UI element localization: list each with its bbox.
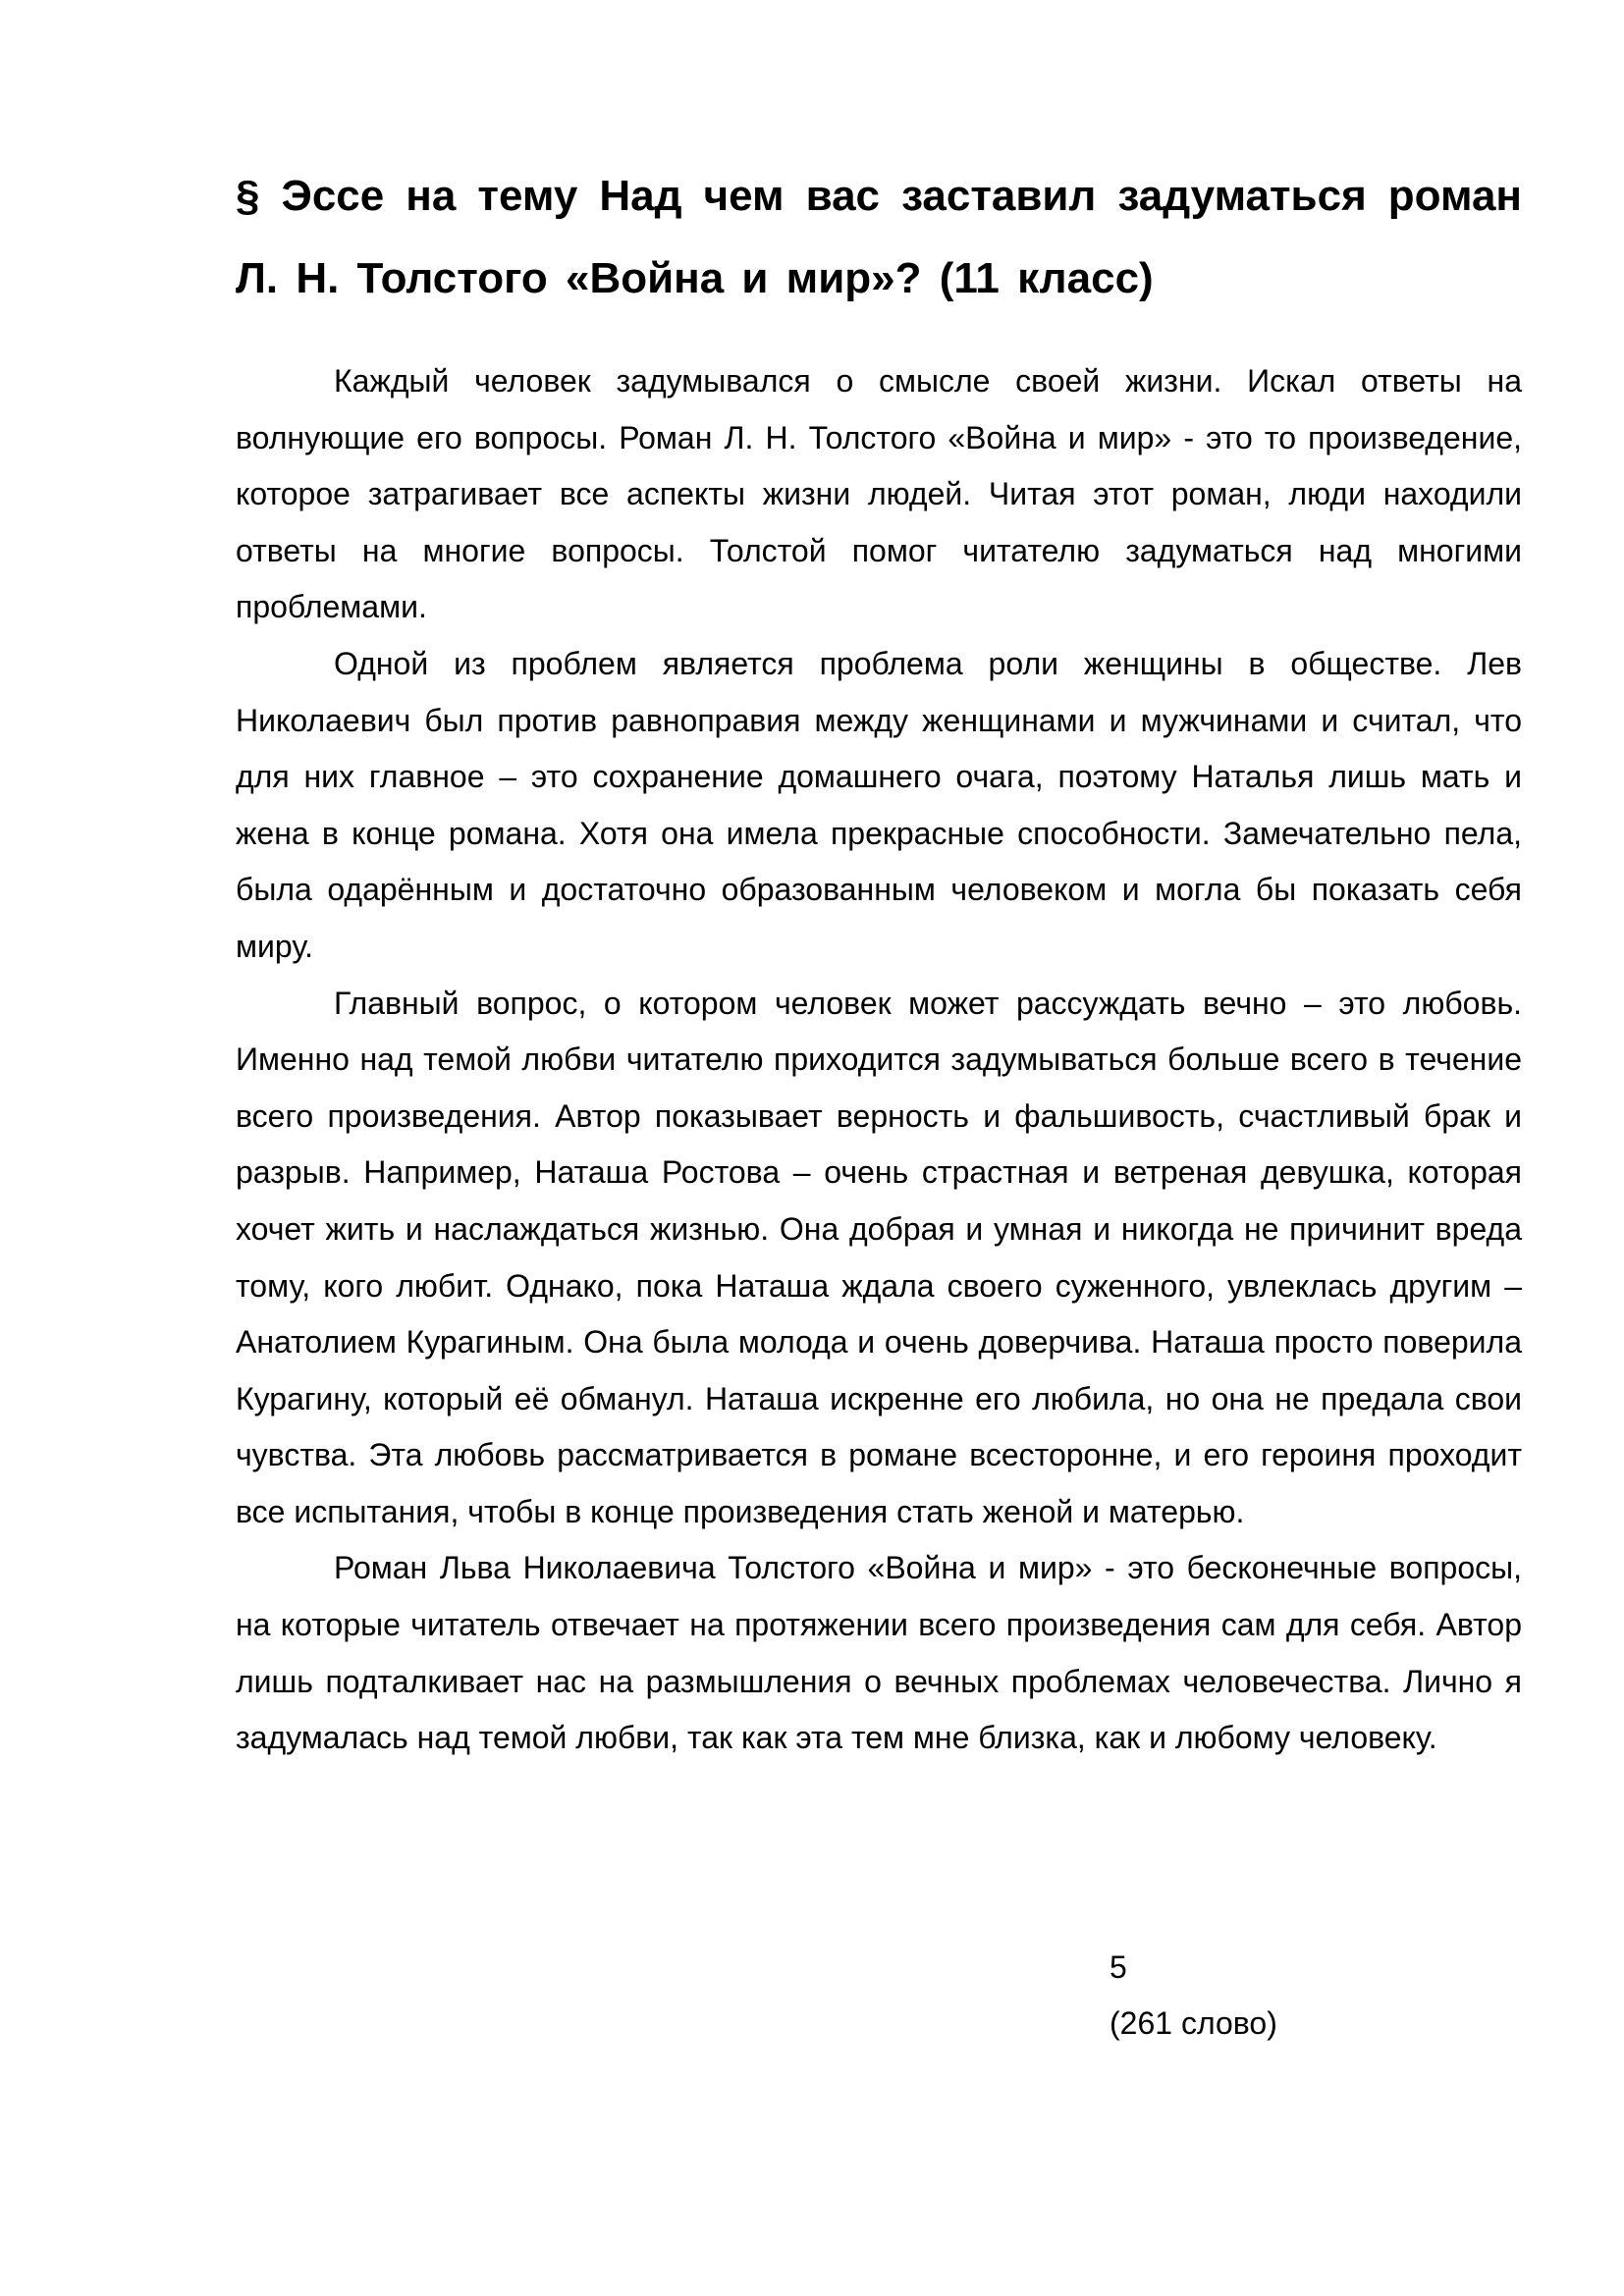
essay-paragraph-4: Роман Льва Николаевича Толстого «Война и мир» - это бесконечные вопросы, на которые читатель отвечает на протяжении всего произведения сам для себя. Автор лишь подталкивает нас на размышления о вечных проблемах человечества. Лично я задумалась над темой любви, так как эта тем мне близка, как и любому человеку. [236,1550,1522,1756]
essay-paragraph-1: Каждый человек задумывался о смысле своей жизни. Искал ответы на волнующие его вопросы. Роман Л. Н. Толстого «Война и мир» - это то произведение, которое затрагивает все аспекты жизни людей. Читая этот роман, люди находили ответы на многие вопросы. Толстой помог читателю задуматься над многими проблемами. [236,363,1522,625]
essay-paragraph-3: Главный вопрос, о котором человек может рассуждать вечно – это любовь. Именно над темой любви читателю приходится задумываться больше всего в течение всего произведения. Автор показывает верность и фальшивость, счастливый брак и разрыв. Например, Наташа Ростова – очень страстная и ветреная девушка, которая хочет жить и наслаждаться жизнью. Она добрая и умная и никогда не причинит вреда тому, кого любит. Однако, пока Наташа ждала своего суженного, увлеклась другим – Анатолием Курагиным. Она была молода и очень доверчива. Наташа просто поверила Курагину, который её обманул. Наташа искренне его любила, но она не предала свои чувства. Эта любовь рассматривается в романе всесторонне, и его героиня проходит все испытания, чтобы в конце произведения стать женой и матерью. [236,985,1522,1529]
essay-paragraph-2: Одной из проблем является проблема роли женщины в обществе. Лев Николаевич был против равноправия между женщинами и мужчинами и считал, что для них главное – это сохранение домашнего очага, поэтому Наталья лишь мать и жена в конце романа. Хотя она имела прекрасные способности. Замечательно пела, была одарённым и достаточно образованным человеком и могла бы показать себя миру. [236,645,1522,964]
essay-body [236,353,1522,1767]
essay-footer [1110,1940,1277,2052]
word-count: (261 слово) [1110,2005,1277,2041]
grade-mark: 5 [1110,1949,1127,1985]
essay-title: § Эссе на тему Над чем вас заставил задуматься роман Л. Н. Толстого «Война и мир»? (11 класс) [236,172,1522,302]
